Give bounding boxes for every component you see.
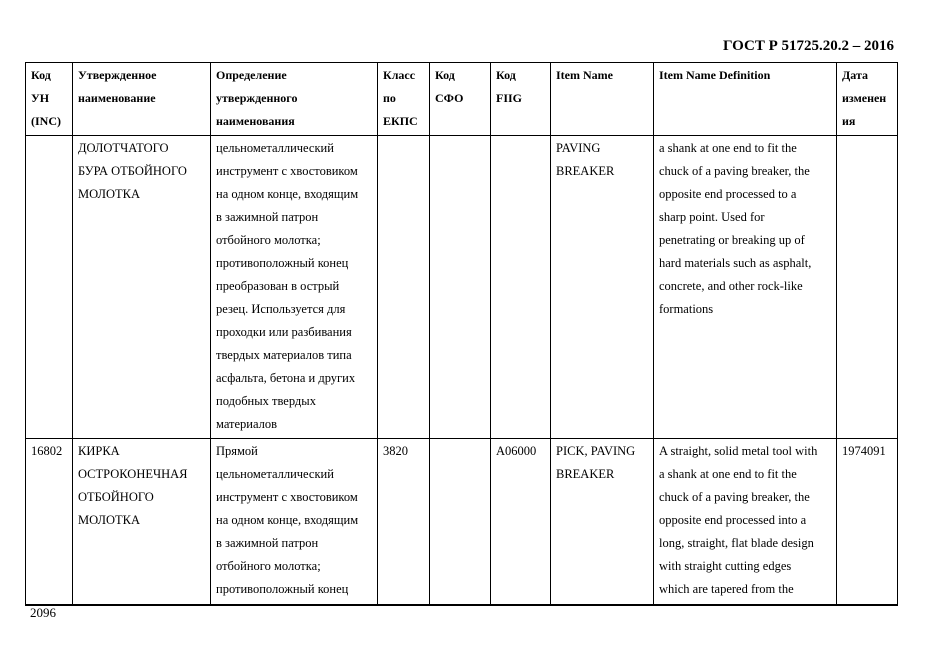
table-row: [26, 136, 898, 439]
cell-change-date: [837, 136, 898, 439]
col-header-definition: Определение утвержденного наименования: [211, 63, 378, 136]
cell-item-name-definition: A straight, solid metal tool with a shank at one end to fit the chuck of a paving breaker, the opposite end processed into a long, straight, flat blade design with straight cutting edges which are tapered from the: [654, 439, 837, 605]
col-header-fiig-code: Код FIIG: [491, 63, 551, 136]
cell-change-date: 1974091: [837, 439, 898, 605]
cell-sfo-code: [430, 136, 491, 439]
cell-item-name-definition: a shank at one end to fit the chuck of a paving breaker, the opposite end processed to a sharp point. Used for penetrating or breaking up of hard materials such as asphalt, concrete, and other rock-like formations: [654, 136, 837, 439]
cell-fiig-code: A06000: [491, 439, 551, 605]
cell-definition: цельнометаллический инструмент с хвостовиком на одном конце, входящим в зажимной патрон отбойного молотка; противоположный конец преобразован в острый резец. Используется для проходки или разбивания твердых материалов типа асфальта, бетона и других подобных твердых материалов: [211, 136, 378, 439]
col-header-inc: Код УН (INC): [26, 63, 73, 136]
cell-inc: 16802: [26, 439, 73, 605]
cell-sfo-code: [430, 439, 491, 605]
cell-ekps-class: 3820: [378, 439, 430, 605]
col-header-approved-name: Утвержденное наименование: [73, 63, 211, 136]
cell-fiig-code: [491, 136, 551, 439]
cell-definition: Прямой цельнометаллический инструмент с хвостовиком на одном конце, входящим в зажимной патрон отбойного молотка; противоположный конец: [211, 439, 378, 605]
cell-item-name: PAVING BREAKER: [551, 136, 654, 439]
col-header-item-name-definition: Item Name Definition: [654, 63, 837, 136]
page-number: 2096: [30, 605, 56, 620]
cell-inc: [26, 136, 73, 439]
standard-designation: ГОСТ Р 51725.20.2 – 2016: [722, 38, 894, 54]
cell-item-name: PICK, PAVING BREAKER: [551, 439, 654, 605]
cell-approved-name: КИРКА ОСТРОКОНЕЧНАЯ ОТБОЙНОГО МОЛОТКА: [73, 439, 211, 605]
table-header-row: [26, 63, 898, 136]
cell-ekps-class: [378, 136, 430, 439]
cell-approved-name: ДОЛОТЧАТОГО БУРА ОТБОЙНОГО МОЛОТКА: [73, 136, 211, 439]
col-header-sfo-code: Код СФО: [430, 63, 491, 136]
col-header-change-date: Дата изменен ия: [837, 63, 898, 136]
catalog-table: [25, 62, 898, 606]
col-header-ekps-class: Класс по ЕКПС: [378, 63, 430, 136]
table-row: [26, 439, 898, 605]
col-header-item-name: Item Name: [551, 63, 654, 136]
